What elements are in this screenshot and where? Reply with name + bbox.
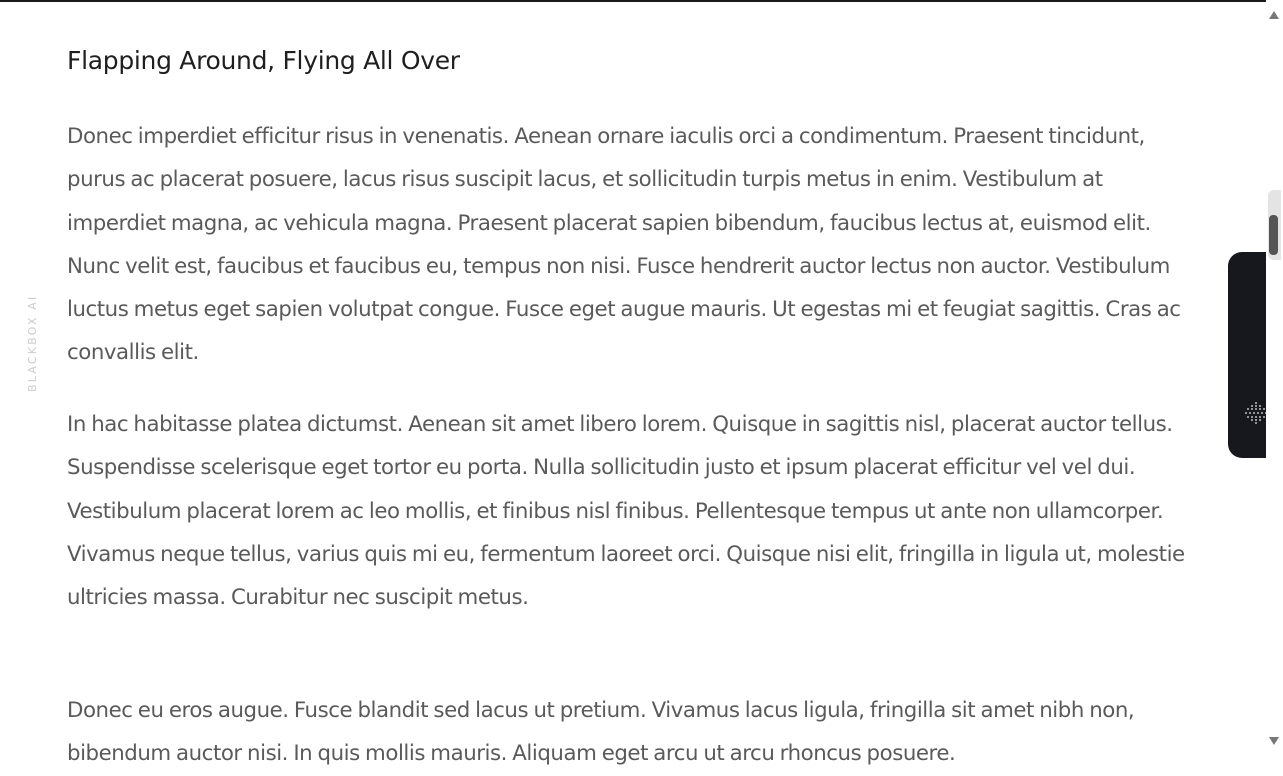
scrollbar-thumb[interactable] [1269, 215, 1278, 255]
article-title: Flapping Around, Flying All Over [67, 46, 460, 75]
vertical-scrollbar[interactable] [1266, 0, 1283, 755]
article-paragraph: In hac habitasse platea dictumst. Aenean sit amet libero lorem. Quisque in sagittis nisl, placerat auctor tellus. Suspendisse scelerisque eget tortor eu porta. Nulla sollicitudin justo et ipsum placerat efficitur vel vel dui. Vestibulum placerat lorem ac leo mollis, et finibus nisl finibus. Pellentesque tempus ut ante non ullamcorper. Vivamus neque tellus, varius quis mi eu, fermentum laoreet orci. Quisque nisi elit, fringilla in ligula ut, molestie ultricies massa. Curabitur nec suscipit metus. [67, 412, 1185, 611]
article-paragraph: Donec imperdiet efficitur risus in venenatis. Aenean ornare iaculis orci a condimentum. Praesent tincidunt, purus ac placerat posuere, lacus risus suscipit lacus, et sollicitudin turpis metus in enim. Vestibulum at imperdiet magna, ac vehicula magna. Praesent placerat sapien bibendum, faucibus lectus at, euismod elit. Nunc velit est, faucibus et faucibus eu, tempus non nisi. Fusce hendrerit auctor lectus non auctor. Vestibulum luctus metus eget sapien volutpat congue. Fusce eget augue mauris. Ut egestas mi et feugiat sagittis. Cras ac convallis elit. [67, 124, 1181, 366]
article-paragraph: Donec eu eros augue. Fusce blandit sed lacus ut pretium. Vivamus lacus ligula, fringilla sit amet nibh non, bibendum auctor nisi. In quis mollis mauris. Aliquam eget arcu ut arcu rhoncus posuere. [67, 698, 1135, 767]
scroll-down-arrow-icon[interactable] [1269, 737, 1279, 745]
scroll-up-arrow-icon[interactable] [1269, 11, 1279, 19]
blackbox-ai-tab-label[interactable]: BLACKBOX AI [26, 294, 39, 392]
top-border-divider [0, 0, 1283, 2]
